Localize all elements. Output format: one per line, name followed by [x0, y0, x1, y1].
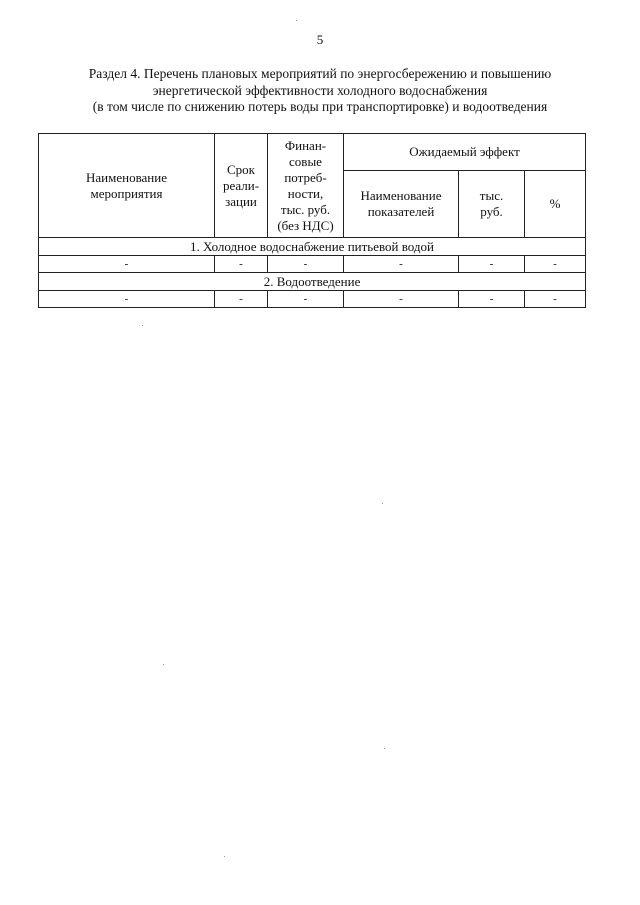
- table-cell: -: [525, 291, 586, 308]
- header-indicators-line-1: Наименование: [360, 188, 442, 203]
- header-thousand-rub-line-1: тыс.: [479, 188, 504, 203]
- table-cell: -: [215, 291, 268, 308]
- header-thousand-rub: [459, 171, 525, 238]
- scan-speck: [384, 748, 385, 749]
- table-cell: -: [344, 291, 459, 308]
- header-percent: %: [525, 171, 586, 238]
- header-term-line-1: Срок: [227, 161, 255, 177]
- table-cell: -: [39, 291, 215, 308]
- table-cell: -: [268, 256, 344, 273]
- section-title-cold-water: 1. Холодное водоснабжение питьевой водой: [39, 238, 586, 256]
- header-finance: [268, 134, 344, 238]
- header-expected-effect: Ожидаемый эффект: [344, 134, 586, 171]
- header-row-top: [39, 134, 586, 171]
- section-row-2: [39, 273, 586, 291]
- header-finance-line-1: Финан-: [284, 137, 327, 153]
- scan-speck: [382, 503, 383, 504]
- header-finance-line-2: совые: [289, 153, 322, 169]
- measures-table: [38, 133, 586, 308]
- header-measure-name-line-1: Наименование: [86, 169, 167, 185]
- section-title-line-1: Раздел 4. Перечень плановых мероприятий по энергосбережению и повышению: [88, 66, 552, 81]
- header-finance-line-5: тыс. руб.: [280, 201, 331, 217]
- header-indicators: [344, 171, 459, 238]
- table-cell: -: [459, 256, 525, 273]
- header-thousand-rub-line-2: руб.: [480, 204, 503, 219]
- table-row: [39, 256, 586, 273]
- table-cell: -: [268, 291, 344, 308]
- scan-speck: [142, 325, 143, 326]
- header-finance-line-4: ности,: [287, 185, 324, 201]
- section-title: [30, 66, 610, 116]
- header-term: [215, 134, 268, 238]
- scan-speck: [224, 856, 225, 857]
- section-title-line-3: (в том числе по снижению потерь воды при транспортировке) и водоотведения: [92, 99, 548, 114]
- header-measure-name-line-2: мероприятия: [90, 185, 163, 201]
- header-indicators-line-2: показателей: [367, 204, 435, 219]
- table-cell: -: [39, 256, 215, 273]
- header-finance-line-6: (без НДС): [277, 217, 334, 233]
- table-cell: -: [525, 256, 586, 273]
- scan-speck: [296, 20, 297, 21]
- table-cell: -: [459, 291, 525, 308]
- section-title-wastewater: 2. Водоотведение: [39, 273, 586, 291]
- header-term-line-2: реали-: [222, 177, 260, 193]
- header-term-line-3: зации: [225, 193, 257, 209]
- page-number: 5: [316, 32, 324, 47]
- section-row-1: [39, 238, 586, 256]
- header-finance-line-3: потреб-: [284, 169, 327, 185]
- section-title-line-2: энергетической эффективности холодного водоснабжения: [152, 82, 488, 98]
- table-row: [39, 291, 586, 308]
- table-cell: -: [344, 256, 459, 273]
- scan-speck: [163, 664, 164, 665]
- table-cell: -: [215, 256, 268, 273]
- header-measure-name: [39, 134, 215, 238]
